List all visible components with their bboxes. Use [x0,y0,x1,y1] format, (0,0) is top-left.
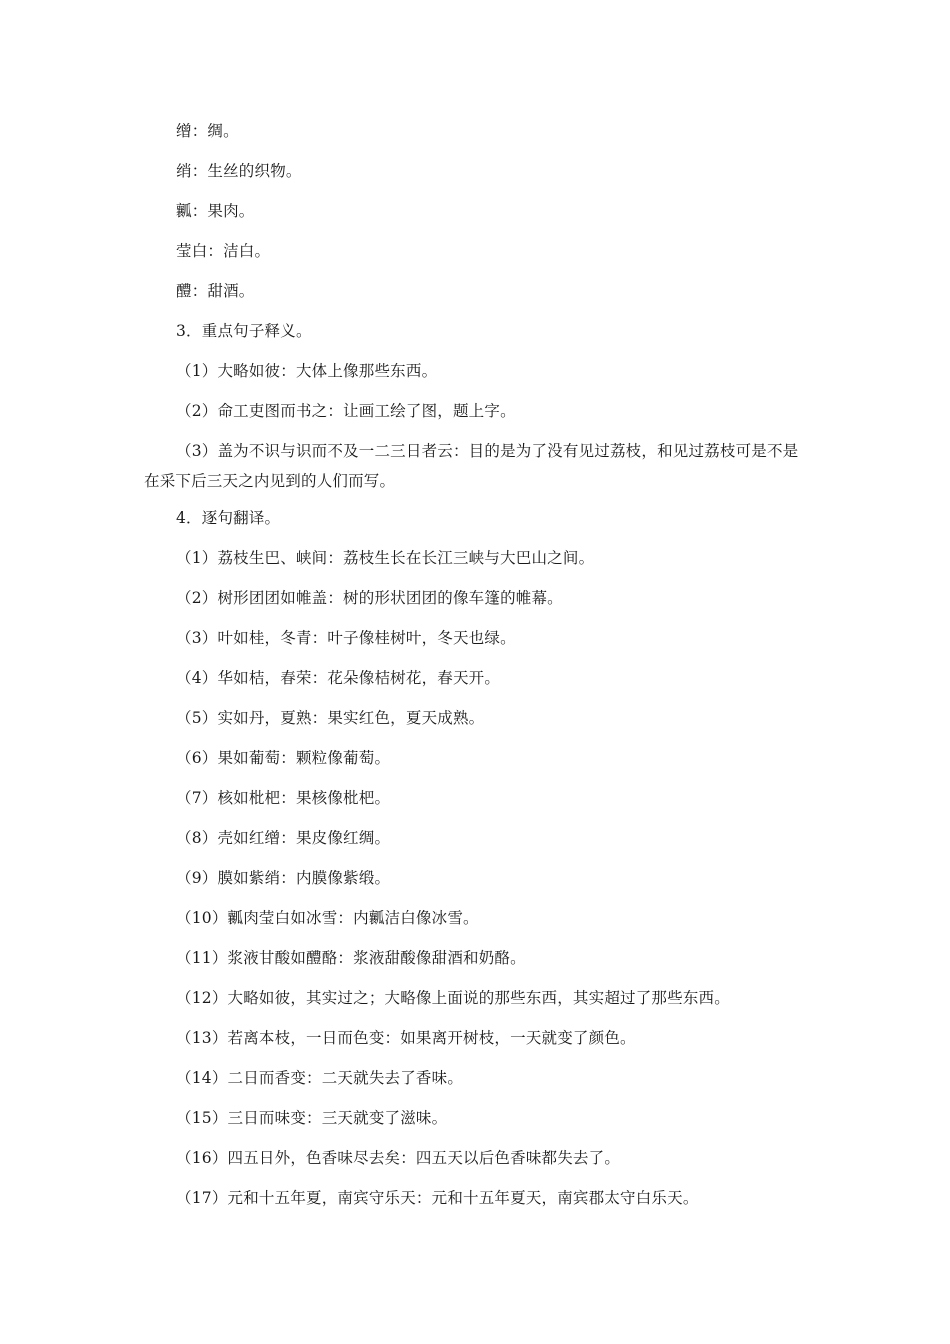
translation-line: （13）若离本枝，一日而色变：如果离开树枝，一天就变了颜色。 [176,1029,636,1047]
translation-line: （3）叶如桂，冬青：叶子像桂树叶，冬天也绿。 [176,629,516,647]
translation-line: （5）实如丹，夏熟：果实红色，夏天成熟。 [176,709,485,727]
gloss-line: 绡：生丝的织物。 [176,162,302,180]
sentence-explanation: （1）大略如彼：大体上像那些东西。 [176,362,438,380]
translation-line: （17）元和十五年夏，南宾守乐天：元和十五年夏天，南宾郡太守白乐天。 [176,1189,699,1207]
document-body [144,119,812,1226]
translation-line: （1）荔枝生巴、峡间：荔枝生长在长江三峡与大巴山之间。 [176,549,595,567]
gloss-line: 瓤：果肉。 [176,202,255,220]
translation-line: （8）壳如红缯：果皮像红绸。 [176,829,391,847]
translation-line: （12）大略如彼，其实过之；大略像上面说的那些东西，其实超过了那些东西。 [176,989,730,1007]
gloss-line: 莹白：洁白。 [176,242,271,260]
translation-line: （7）核如枇杷：果核像枇杷。 [176,789,391,807]
sentence-explanation: （2）命工吏图而书之：让画工绘了图，题上字。 [176,402,516,420]
section-heading: 4．逐句翻译。 [176,509,281,527]
translation-line: （11）浆液甘酸如醴酪：浆液甜酸像甜酒和奶酪。 [176,949,526,967]
translation-line: （10）瓤肉莹白如冰雪：内瓤洁白像冰雪。 [176,909,479,927]
gloss-line: 醴：甜酒。 [176,282,255,300]
sentence-explanation: （3）盖为不识与识而不及一二三日者云：目的是为了没有见过荔枝，和见过荔枝可是不是在采下后三天之内见到的人们而写。 [144,442,799,490]
translation-line: （2）树形团团如帷盖：树的形状团团的像车篷的帷幕。 [176,589,563,607]
translation-line: （9）膜如紫绡：内膜像紫缎。 [176,869,391,887]
translation-line: （4）华如桔，春荣：花朵像桔树花，春天开。 [176,669,501,687]
translation-line: （14）二日而香变：二天就失去了香味。 [176,1069,464,1087]
translation-line: （16）四五日外，色香味尽去矣：四五天以后色香味都失去了。 [176,1149,621,1167]
translation-line: （15）三日而味变：三天就变了滋味。 [176,1109,448,1127]
translation-line: （6）果如葡萄：颗粒像葡萄。 [176,749,391,767]
gloss-line: 缯：绸。 [176,122,239,140]
section-heading: 3．重点句子释义。 [176,322,312,340]
